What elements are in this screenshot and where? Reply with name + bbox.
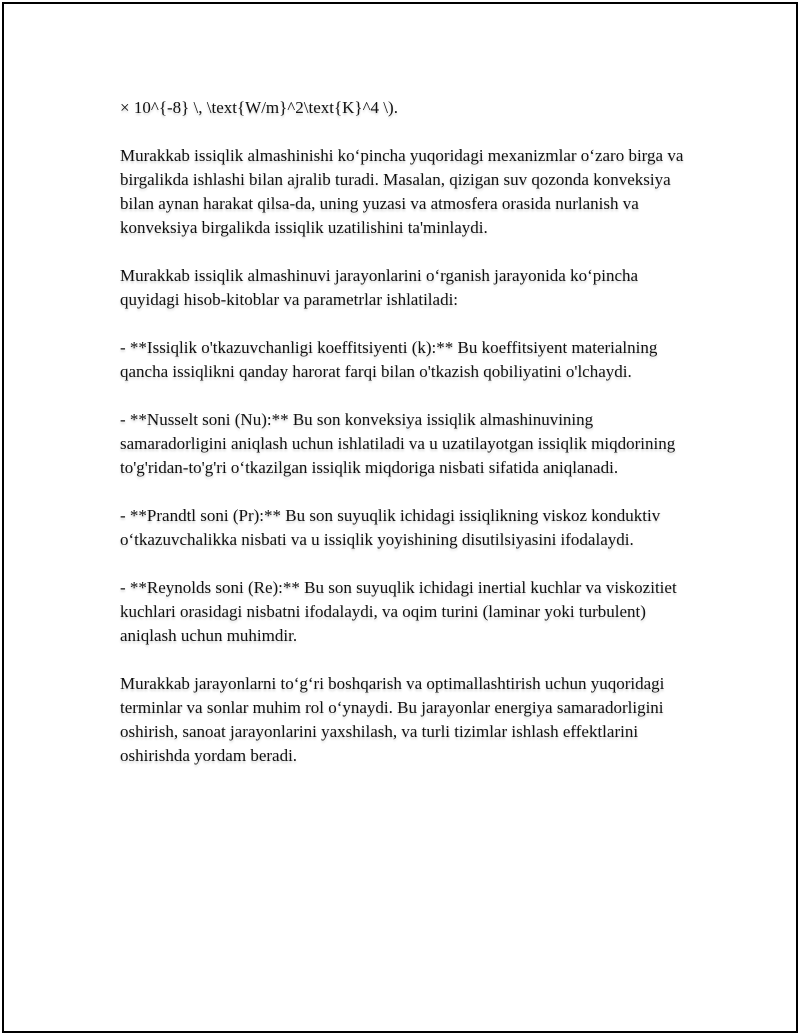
list-item-nusselt: - **Nusselt soni (Nu):** Bu son konveksiya issiqlik almashinuvining samaradorligini aniqlash uchun ishlatiladi va u uzatilayotgan issiqlik miqdorining to'g'ridan-to'g'ri o‘tkazilgan issiqlik miqdoriga nisbati sifatida aniqlanadi. <box>120 410 676 477</box>
paragraph-intro: Murakkab issiqlik almashinishi ko‘pincha yuqoridagi mexanizmlar o‘zaro birga va birgalikda ishlashi bilan ajralib turadi. Masalan, qizigan suv qozonda konveksiya bilan aynan harakat qilsa-da, uning yuzasi va atmosfera orasida nurlanish va konveksiya birgalikda issiqlik uzatilishini ta'minlaydi. <box>120 146 684 237</box>
list-item-prandtl: - **Prandtl soni (Pr):** Bu son suyuqlik ichidagi issiqlikning viskoz konduktiv o‘tkazuvchalikka nisbati va u issiqlik yoyishining disutilsiyasini ifodalaydi. <box>120 506 661 549</box>
paragraph-conclusion: Murakkab jarayonlarni to‘g‘ri boshqarish va optimallashtirish uchun yuqoridagi terminlar va sonlar muhim rol o‘ynaydi. Bu jarayonlar energiya samaradorligini oshirish, sanoat jarayonlarini yaxshilash, va turli tizimlar ishlash effektlarini oshirishda yordam beradi. <box>120 674 665 765</box>
list-item-conductivity: - **Issiqlik o'tkazuvchanligi koeffitsiyenti (k):** Bu koeffitsiyent materialning qancha issiqlikni qanday harorat farqi bilan o'tkazish qobiliyatini o'lchaydi. <box>120 338 658 381</box>
paragraph-parameters-lead: Murakkab issiqlik almashinuvi jarayonlarini o‘rganish jarayonida ko‘pincha quyidagi hisob-kitoblar va parametrlar ishlatiladi: <box>120 266 639 309</box>
document-body <box>120 96 690 792</box>
list-item-reynolds: - **Reynolds soni (Re):** Bu son suyuqlik ichidagi inertial kuchlar va viskozitiet kuchlari orasidagi nisbatni ifodalaydi, va oqim turini (laminar yoki turbulent) aniqlash uchun muhimdir. <box>120 578 677 645</box>
paragraph-formula-tail: × 10^{-8} \, \text{W/m}^2\text{K}^4 \). <box>120 98 398 117</box>
page-frame <box>2 2 798 1033</box>
